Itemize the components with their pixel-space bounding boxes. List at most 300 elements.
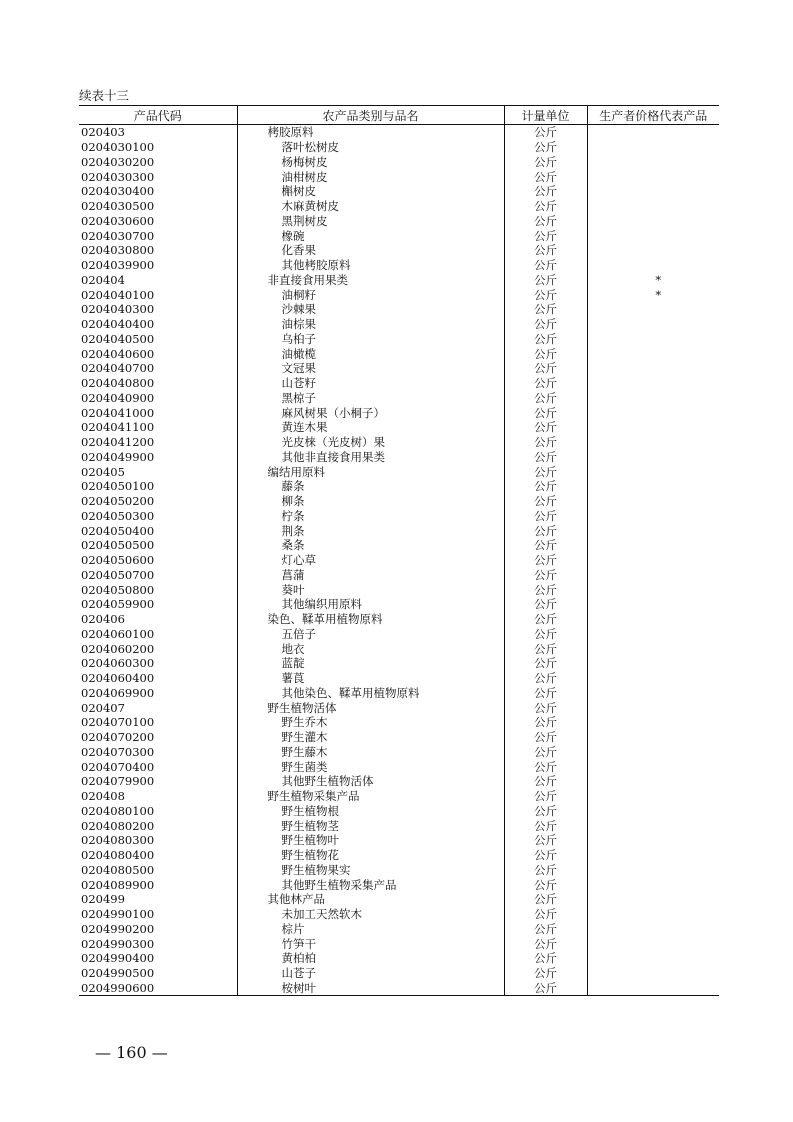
cell-product-name: 地衣: [237, 641, 504, 656]
cell-unit: 公斤: [504, 715, 587, 730]
cell-product-name: 油橄榄: [237, 346, 504, 361]
cell-product-name: 橡碗: [237, 228, 504, 243]
table-row: [79, 848, 719, 863]
table-row: [79, 228, 719, 243]
table-caption: 续表十三: [79, 88, 130, 103]
cell-representative: [587, 951, 719, 966]
cell-unit: 公斤: [504, 391, 587, 406]
cell-unit: 公斤: [504, 155, 587, 170]
cell-product-name: 未加工天然软木: [237, 907, 504, 922]
cell-unit: 公斤: [504, 730, 587, 745]
cell-unit: 公斤: [504, 361, 587, 376]
cell-representative: *: [587, 273, 719, 288]
cell-representative: [587, 612, 719, 627]
cell-representative: [587, 656, 719, 671]
cell-product-code: 0204990300: [81, 936, 155, 951]
cell-unit: 公斤: [504, 848, 587, 863]
cell-product-code: 0204070200: [81, 730, 155, 745]
cell-representative: [587, 125, 719, 140]
table-row: [79, 907, 719, 922]
cell-unit: 公斤: [504, 686, 587, 701]
cell-product-name: 野生乔木: [237, 715, 504, 730]
cell-product-name: 柠条: [237, 509, 504, 524]
cell-unit: 公斤: [504, 877, 587, 892]
cell-product-name: 蓝靛: [237, 656, 504, 671]
cell-product-name: 编结用原料: [237, 464, 504, 479]
cell-representative: [587, 523, 719, 538]
cell-product-name: 其他编织用原料: [237, 597, 504, 612]
cell-product-code: 0204080200: [81, 818, 155, 833]
cell-unit: 公斤: [504, 627, 587, 642]
table-row: [79, 789, 719, 804]
cell-product-name: 藤条: [237, 479, 504, 494]
cell-product-code: 020405: [81, 464, 125, 479]
cell-unit: 公斤: [504, 523, 587, 538]
table-row: [79, 936, 719, 951]
cell-representative: [587, 700, 719, 715]
cell-product-code: 0204050100: [81, 479, 155, 494]
cell-representative: [587, 877, 719, 892]
cell-representative: [587, 936, 719, 951]
table-row: [79, 391, 719, 406]
cell-representative: [587, 568, 719, 583]
table-row: [79, 745, 719, 760]
cell-representative: [587, 420, 719, 435]
cell-unit: 公斤: [504, 863, 587, 878]
cell-representative: [587, 759, 719, 774]
table-row: [79, 346, 719, 361]
table-row: [79, 361, 719, 376]
cell-product-name: 薯莨: [237, 671, 504, 686]
cell-product-name: 油桐籽: [237, 287, 504, 302]
cell-product-name: 光皮梾（光皮树）果: [237, 435, 504, 450]
table-row: [79, 966, 719, 981]
cell-representative: [587, 892, 719, 907]
cell-unit: 公斤: [504, 759, 587, 774]
cell-product-code: 0204030800: [81, 243, 155, 258]
table-row: [79, 450, 719, 465]
cell-product-code: 0204079900: [81, 774, 155, 789]
table-row: [79, 258, 719, 273]
cell-unit: 公斤: [504, 641, 587, 656]
cell-product-code: 0204050600: [81, 553, 155, 568]
cell-unit: 公斤: [504, 214, 587, 229]
cell-representative: [587, 361, 719, 376]
cell-unit: 公斤: [504, 922, 587, 937]
cell-product-name: 沙棘果: [237, 302, 504, 317]
cell-product-code: 0204040800: [81, 376, 155, 391]
cell-representative: [587, 332, 719, 347]
header-category-name: 农产品类别与品名: [237, 106, 504, 125]
cell-product-name: 棕片: [237, 922, 504, 937]
cell-unit: 公斤: [504, 420, 587, 435]
cell-representative: [587, 317, 719, 332]
cell-representative: [587, 479, 719, 494]
cell-unit: 公斤: [504, 981, 587, 996]
cell-product-code: 0204060300: [81, 656, 155, 671]
cell-product-code: 0204049900: [81, 449, 155, 464]
table-row: [79, 612, 719, 627]
cell-representative: [587, 228, 719, 243]
cell-representative: [587, 789, 719, 804]
cell-product-code: 0204041000: [81, 405, 155, 420]
table-body: [79, 125, 719, 996]
cell-product-code: 0204060100: [81, 626, 155, 641]
cell-product-code: 020403: [81, 125, 125, 140]
table-row: [79, 214, 719, 229]
cell-representative: [587, 627, 719, 642]
cell-product-name: 菖蒲: [237, 568, 504, 583]
cell-unit: 公斤: [504, 656, 587, 671]
cell-representative: [587, 509, 719, 524]
table-row: [79, 243, 719, 258]
cell-product-code: 0204030500: [81, 199, 155, 214]
cell-product-name: 野生植物活体: [237, 700, 504, 715]
cell-product-code: 0204990600: [79, 981, 237, 996]
cell-product-name: 其他野生植物活体: [237, 774, 504, 789]
cell-product-code: 0204030200: [81, 154, 155, 169]
cell-product-code: 0204030700: [81, 228, 155, 243]
cell-product-code: 0204040900: [81, 390, 155, 405]
cell-representative: [587, 376, 719, 391]
table-row: [79, 523, 719, 538]
cell-representative: [587, 450, 719, 465]
cell-unit: 公斤: [504, 494, 587, 509]
cell-product-name: 桉树叶: [237, 981, 504, 996]
table-row: [79, 317, 719, 332]
cell-unit: 公斤: [504, 568, 587, 583]
cell-product-name: 黑椋子: [237, 391, 504, 406]
cell-unit: 公斤: [504, 479, 587, 494]
cell-representative: [587, 966, 719, 981]
table-row: [79, 332, 719, 347]
cell-unit: 公斤: [504, 700, 587, 715]
cell-unit: 公斤: [504, 966, 587, 981]
cell-product-code: 0204040100: [81, 287, 155, 302]
cell-product-name: 栲胶原料: [237, 125, 504, 140]
cell-unit: 公斤: [504, 258, 587, 273]
table-row: [79, 700, 719, 715]
cell-product-code: 020404: [81, 272, 125, 287]
cell-product-code: 0204080300: [81, 833, 155, 848]
cell-unit: 公斤: [504, 509, 587, 524]
cell-product-name: 葵叶: [237, 582, 504, 597]
cell-representative: [587, 641, 719, 656]
cell-unit: 公斤: [504, 612, 587, 627]
cell-product-name: 文冠果: [237, 361, 504, 376]
cell-product-code: 0204990200: [81, 921, 155, 936]
cell-representative: *: [587, 287, 719, 302]
cell-product-code: 0204030600: [81, 213, 155, 228]
cell-representative: [587, 981, 719, 996]
cell-product-name: 落叶松树皮: [237, 140, 504, 155]
cell-product-code: 0204990100: [81, 907, 155, 922]
cell-unit: 公斤: [504, 553, 587, 568]
cell-product-code: 020408: [81, 789, 125, 804]
cell-product-code: 0204040400: [81, 317, 155, 332]
cell-product-name: 野生植物茎: [237, 818, 504, 833]
cell-product-code: 020406: [81, 612, 125, 627]
cell-product-code: 0204050400: [81, 523, 155, 538]
cell-product-name: 其他野生植物采集产品: [237, 877, 504, 892]
table-row: [79, 435, 719, 450]
cell-product-code: 0204041100: [81, 420, 155, 435]
cell-unit: 公斤: [504, 582, 587, 597]
cell-representative: [587, 538, 719, 553]
table-row: [79, 641, 719, 656]
cell-product-code: 0204050300: [81, 508, 155, 523]
cell-product-name: 非直接食用果类: [237, 273, 504, 288]
cell-representative: [587, 391, 719, 406]
cell-product-code: 0204030100: [81, 140, 155, 155]
cell-unit: 公斤: [504, 243, 587, 258]
cell-unit: 公斤: [504, 671, 587, 686]
cell-product-name: 野生植物花: [237, 848, 504, 863]
cell-product-name: 荆条: [237, 523, 504, 538]
cell-representative: [587, 686, 719, 701]
table-row: [79, 376, 719, 391]
table-row: [79, 671, 719, 686]
cell-product-code: 0204040300: [81, 302, 155, 317]
cell-product-name: 野生藤木: [237, 745, 504, 760]
cell-representative: [587, 243, 719, 258]
cell-product-name: 麻风树果（小桐子）: [237, 405, 504, 420]
table-row: [79, 597, 719, 612]
cell-product-name: 黑荆树皮: [237, 214, 504, 229]
cell-product-code: 0204059900: [81, 597, 155, 612]
cell-product-name: 木麻黄树皮: [237, 199, 504, 214]
cell-product-name: 野生植物叶: [237, 833, 504, 848]
cell-representative: [587, 715, 719, 730]
table-row: [79, 479, 719, 494]
cell-representative: [587, 464, 719, 479]
cell-product-name: 油柑树皮: [237, 169, 504, 184]
cell-unit: 公斤: [504, 332, 587, 347]
cell-product-code: 0204050800: [81, 582, 155, 597]
cell-product-name: 其他栲胶原料: [237, 258, 504, 273]
cell-unit: 公斤: [504, 317, 587, 332]
cell-unit: 公斤: [504, 907, 587, 922]
cell-product-name: 山苍子: [237, 966, 504, 981]
cell-product-name: 黄柏柏: [237, 951, 504, 966]
table-row: [79, 892, 719, 907]
cell-unit: 公斤: [504, 346, 587, 361]
cell-representative: [587, 730, 719, 745]
cell-product-name: 山苍籽: [237, 376, 504, 391]
cell-product-name: 野生植物采集产品: [237, 789, 504, 804]
cell-product-code: 0204060200: [81, 641, 155, 656]
cell-product-code: 0204080100: [81, 803, 155, 818]
table-row: [79, 863, 719, 878]
cell-product-name: 染色、鞣革用植物原料: [237, 612, 504, 627]
cell-representative: [587, 922, 719, 937]
cell-representative: [587, 494, 719, 509]
cell-unit: 公斤: [504, 228, 587, 243]
table-row: [79, 302, 719, 317]
cell-unit: 公斤: [504, 435, 587, 450]
table-row: [79, 568, 719, 583]
cell-unit: 公斤: [504, 951, 587, 966]
cell-product-code: 0204040600: [81, 346, 155, 361]
cell-unit: 公斤: [504, 745, 587, 760]
cell-product-name: 杨梅树皮: [237, 155, 504, 170]
cell-unit: 公斤: [504, 287, 587, 302]
cell-representative: [587, 818, 719, 833]
table-row: [79, 582, 719, 597]
cell-product-code: 0204089900: [81, 877, 155, 892]
cell-representative: [587, 405, 719, 420]
cell-product-code: 0204070100: [81, 715, 155, 730]
cell-unit: 公斤: [504, 140, 587, 155]
product-code-table: [79, 105, 719, 996]
cell-unit: 公斤: [504, 450, 587, 465]
table-row: [79, 184, 719, 199]
cell-unit: 公斤: [504, 405, 587, 420]
cell-representative: [587, 833, 719, 848]
cell-unit: 公斤: [504, 597, 587, 612]
cell-unit: 公斤: [504, 804, 587, 819]
cell-unit: 公斤: [504, 464, 587, 479]
cell-representative: [587, 214, 719, 229]
table-row: [79, 464, 719, 479]
table-row: [79, 155, 719, 170]
cell-product-name: 化香果: [237, 243, 504, 258]
cell-unit: 公斤: [504, 818, 587, 833]
cell-representative: [587, 745, 719, 760]
table-row: [79, 538, 719, 553]
cell-product-code: 0204070400: [81, 759, 155, 774]
cell-representative: [587, 199, 719, 214]
cell-product-code: 0204039900: [81, 258, 155, 273]
cell-product-code: 0204030400: [81, 184, 155, 199]
cell-product-name: 其他非直接食用果类: [237, 450, 504, 465]
cell-representative: [587, 346, 719, 361]
cell-product-code: 0204990400: [81, 951, 155, 966]
cell-unit: 公斤: [504, 774, 587, 789]
cell-unit: 公斤: [504, 125, 587, 140]
table-row: [79, 951, 719, 966]
cell-unit: 公斤: [504, 538, 587, 553]
cell-product-code: 0204080500: [81, 862, 155, 877]
cell-representative: [587, 553, 719, 568]
cell-representative: [587, 774, 719, 789]
cell-product-name: 槲树皮: [237, 184, 504, 199]
table-row: [79, 804, 719, 819]
cell-unit: 公斤: [504, 892, 587, 907]
table-row: [79, 553, 719, 568]
cell-representative: [587, 140, 719, 155]
cell-representative: [587, 582, 719, 597]
cell-unit: 公斤: [504, 302, 587, 317]
table-header-row: [79, 106, 719, 125]
table-row: [79, 199, 719, 214]
cell-product-code: 0204050700: [81, 567, 155, 582]
table-row: [79, 125, 719, 140]
cell-unit: 公斤: [504, 936, 587, 951]
table-row: [79, 494, 719, 509]
table-row: [79, 730, 719, 745]
cell-product-name: 灯心草: [237, 553, 504, 568]
cell-product-name: 野生植物根: [237, 804, 504, 819]
cell-representative: [587, 184, 719, 199]
cell-representative: [587, 671, 719, 686]
cell-product-name: 油棕果: [237, 317, 504, 332]
cell-unit: 公斤: [504, 184, 587, 199]
table-row: [79, 509, 719, 524]
cell-representative: [587, 258, 719, 273]
cell-representative: [587, 435, 719, 450]
page-number: — 160 —: [95, 1043, 168, 1062]
cell-representative: [587, 597, 719, 612]
table-row: [79, 686, 719, 701]
cell-product-code: 0204040700: [81, 361, 155, 376]
cell-product-code: 0204080400: [81, 848, 155, 863]
cell-product-code: 0204990500: [81, 966, 155, 981]
table-row: [79, 287, 719, 302]
cell-product-name: 桑条: [237, 538, 504, 553]
cell-product-name: 乌桕子: [237, 332, 504, 347]
table-row: [79, 818, 719, 833]
cell-product-code: 0204070300: [81, 744, 155, 759]
cell-representative: [587, 169, 719, 184]
table-row: [79, 627, 719, 642]
cell-representative: [587, 863, 719, 878]
table-row: [79, 833, 719, 848]
header-unit: 计量单位: [504, 106, 587, 125]
cell-product-code: 0204030300: [81, 169, 155, 184]
cell-unit: 公斤: [504, 273, 587, 288]
cell-unit: 公斤: [504, 376, 587, 391]
cell-unit: 公斤: [504, 789, 587, 804]
cell-product-name: 其他林产品: [237, 892, 504, 907]
cell-product-code: 0204060400: [81, 671, 155, 686]
header-product-code: 产品代码: [79, 106, 237, 125]
header-representative: 生产者价格代表产品: [587, 106, 719, 125]
table-row: [79, 405, 719, 420]
table-row: [79, 273, 719, 288]
cell-representative: [587, 302, 719, 317]
cell-product-code: 0204069900: [81, 685, 155, 700]
cell-unit: 公斤: [504, 199, 587, 214]
cell-product-name: 其他染色、鞣革用植物原料: [237, 686, 504, 701]
cell-product-code: 020499: [81, 892, 125, 907]
cell-unit: 公斤: [504, 169, 587, 184]
table-row: [79, 981, 719, 996]
cell-product-name: 柳条: [237, 494, 504, 509]
cell-product-name: 野生植物果实: [237, 863, 504, 878]
cell-product-name: 野生灌木: [237, 730, 504, 745]
cell-representative: [587, 848, 719, 863]
table-row: [79, 169, 719, 184]
cell-product-code: 0204050200: [81, 494, 155, 509]
cell-product-name: 五倍子: [237, 627, 504, 642]
table-row: [79, 877, 719, 892]
table-row: [79, 656, 719, 671]
table-row: [79, 420, 719, 435]
cell-representative: [587, 907, 719, 922]
cell-product-code: 0204040500: [81, 331, 155, 346]
cell-product-code: 0204050500: [81, 538, 155, 553]
cell-unit: 公斤: [504, 833, 587, 848]
table-row: [79, 922, 719, 937]
cell-product-code: 0204041200: [81, 435, 155, 450]
cell-representative: [587, 155, 719, 170]
table-row: [79, 140, 719, 155]
cell-product-name: 黄连木果: [237, 420, 504, 435]
cell-product-name: 野生菌类: [237, 759, 504, 774]
table-row: [79, 774, 719, 789]
table-row: [79, 715, 719, 730]
